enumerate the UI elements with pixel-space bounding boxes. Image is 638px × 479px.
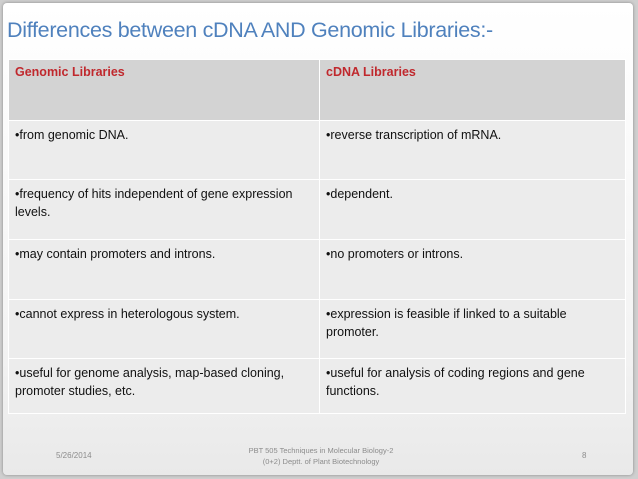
cdna-cell: •useful for analysis of coding regions and gene functions. (320, 359, 626, 414)
genomic-cell: •frequency of hits independent of gene expression levels. (9, 180, 320, 240)
header-cdna-libraries: cDNA Libraries (320, 60, 626, 121)
table-row (9, 359, 626, 414)
genomic-cell: •from genomic DNA. (9, 121, 320, 180)
header-genomic-libraries: Genomic Libraries (9, 60, 320, 121)
slide-title: Differences between cDNA AND Genomic Libraries:- (7, 18, 493, 42)
footer-date: 5/26/2014 (56, 451, 92, 460)
table-row (9, 180, 626, 240)
footer-line-1: PBT 505 Techniques in Molecular Biology-2 (248, 446, 394, 455)
genomic-cell: •cannot express in heterologous system. (9, 300, 320, 359)
genomic-cell: •useful for genome analysis, map-based cloning, promoter studies, etc. (9, 359, 320, 414)
page-number: 8 (582, 451, 587, 460)
table-row (9, 300, 626, 359)
cdna-cell: •expression is feasible if linked to a suitable promoter. (320, 300, 626, 359)
cdna-cell: •dependent. (320, 180, 626, 240)
cdna-cell: •no promoters or introns. (320, 240, 626, 300)
cdna-cell: •reverse transcription of mRNA. (320, 121, 626, 180)
slide (3, 3, 633, 475)
table-row (9, 121, 626, 180)
footer-line-2: (0+2) Deptt. of Plant Biotechnology (262, 457, 380, 466)
genomic-cell: •may contain promoters and introns. (9, 240, 320, 300)
comparison-table (8, 59, 626, 414)
table-row (9, 240, 626, 300)
footer-course (221, 445, 421, 467)
table-header-row (9, 60, 626, 121)
